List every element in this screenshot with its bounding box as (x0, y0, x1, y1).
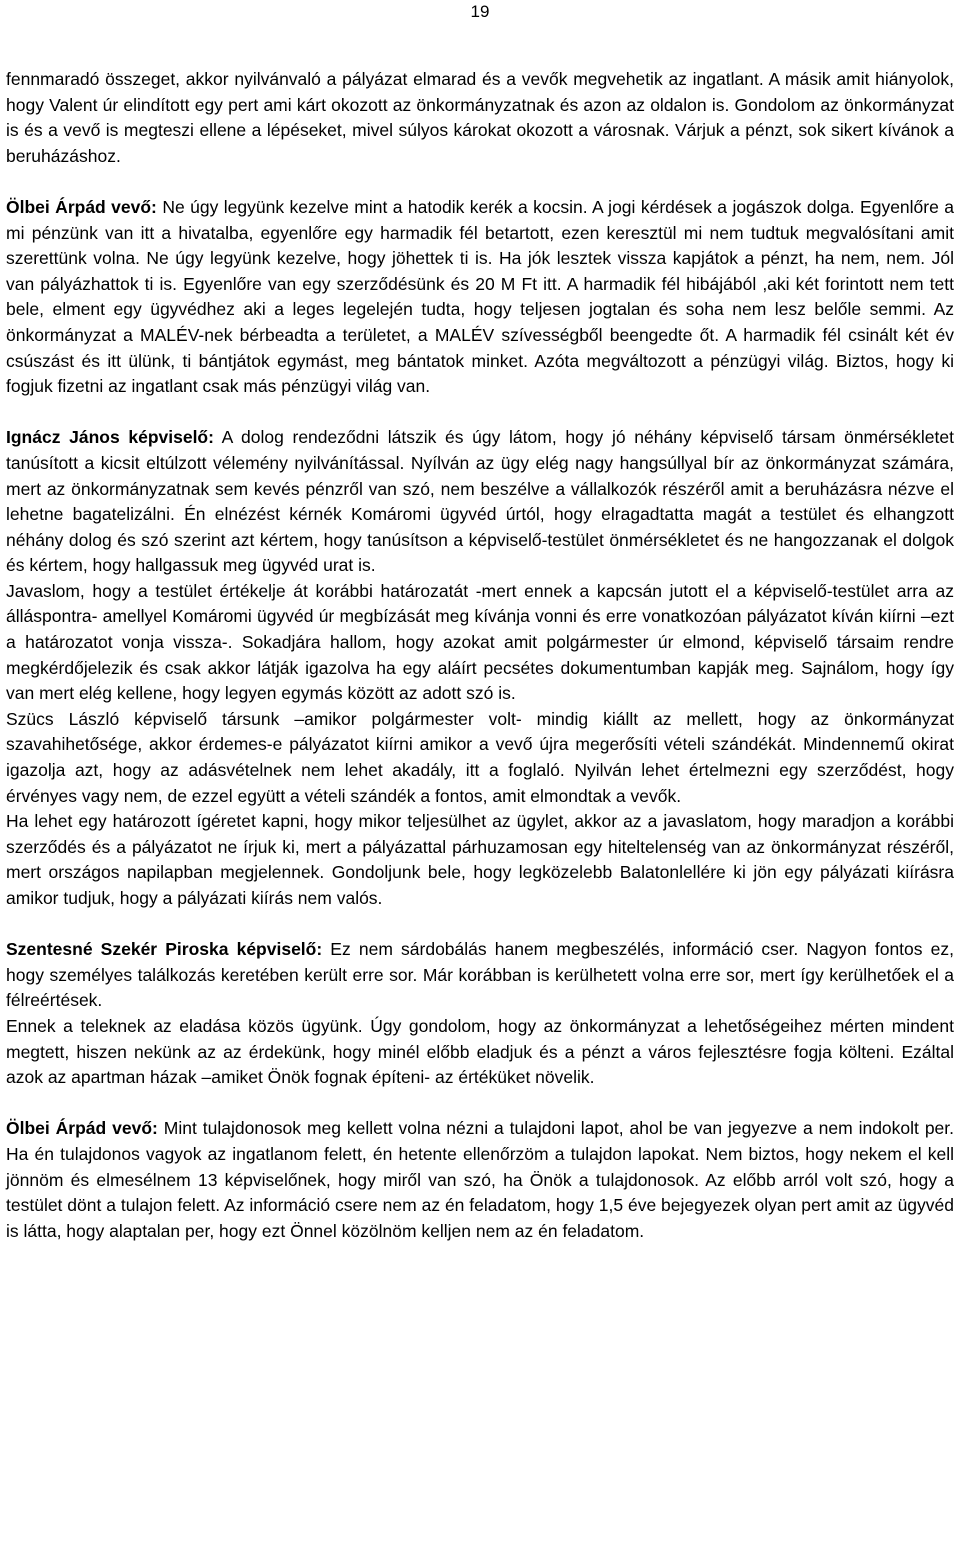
paragraph-szentesne (6, 937, 954, 1014)
speech-text: Mint tulajdonosok meg kellett volna nézni a tulajdoni lapot, ahol be van jegyezve a nem indokolt per. Ha én tulajdonos vagyok az ingatlanom felett, én hetente ellenőrzöm a tulajdon lapokat. Nem biztos, hogy nekem el kell jönnöm és elmesélnem 13 képviselőnek, hogy miről van szó, ha Önök a tulajdonosok. Az előbb arról volt szó, hogy a testület dönt a tulajon felett. Az információ csere nem az én feladatom, hogy 1,5 éve bejegyezek olyan pert amit az ügyvéd is látta, hogy alaptalan per, hogy ezt Önnel közölnöm kelljen nem az én feladatom. (6, 1118, 955, 1241)
speaker-name: Ölbei Árpád vevő: (6, 196, 157, 217)
paragraph-ignacz (6, 425, 954, 579)
paragraph-gap (6, 400, 954, 426)
paragraph-ignacz-cont-2: Szücs László képviselő társunk –amikor polgármester volt- mindig kiállt az mellett, hogy az önkormányzat szavahihetősége, akkor érdemes-e pályázatot kiírni amikor a vevő újra megerősíti vételi szándékát. Mindennemű okirat igazolja azt, hogy az adásvételnek nem lehet akadály, itt a foglaló. Nyilván lehet értelmezni egy szerződést, hogy érvényes vagy nem, de ezzel együtt a vételi szándék a fontos, amit elmondtak a vevők. (6, 708, 954, 806)
paragraph-gap (6, 1091, 954, 1117)
paragraph-intro: fennmaradó összeget, akkor nyilvánvaló a pályázat elmarad és a vevők megvehetik az ingatlant. A másik amit hiányolok, hogy Valent úr elindított egy pert ami kárt okozott az önkormányzatnak és azon az oldalon is. Gondolom az önkormányzat is és a vevő is megteszi ellene a lépéseket, mivel súlyos károkat okozott a városnak. Várjuk a pénzt, sok sikert kívánok a beruházáshoz. (6, 69, 954, 166)
document-body (6, 67, 954, 1244)
speaker-name: Ölbei Árpád vevő: (6, 1118, 158, 1139)
page-number: 19 (470, 2, 490, 21)
speaker-name: Ignácz János képviselő: (6, 427, 214, 448)
speaker-name: Szentesné Szekér Piroska képviselő: (6, 939, 323, 960)
speech-text: Ne úgy legyünk kezelve mint a hatodik kerék a kocsin. A jogi kérdések a jogászok dolga. Egyenlőre a mi pénzünk van itt a hivatalba, egyenlőre egy harmadik fél betartott, ezen keresztül mi nem tudtuk megvalósítani amit szerettünk volna. Ne úgy legyünk kezelve, hogy jöhettek ti is. Ha jók lesztek vissza kapjátok a pénzt, ha nem, nem. Jól van pályázhattok ti is. Egyenlőre van egy szerződésünk és 20 M Ft itt. A harmadik fél hibájából ,aki két forintott nem tett bele, elment egy ügyvédhez aki a leges legelején tudta, hogy teljesen jogtalan és soha nem lesz belőle semmi. Az önkormányzat a MALÉV-nek bérbeadta a területet, a MALÉV szívességből beengedte őt. A harmadik fél csinált két év csúszást és itt ülünk, ti bántjátok egymást, meg bántatok minket. Azóta megváltozott a pénzügyi világ. Biztos, hogy ki fogjuk fizetni az ingatlant csak más pénzügyi világ van. (6, 196, 954, 397)
paragraph-szentesne-cont-1: Ennek a teleknek az eladása közös ügyünk. Úgy gondolom, hogy az önkormányzat a lehetőségeihez mérten mindent megtett, hiszen nekünk az az érdekünk, hogy minél előbb eladjuk és a pénzt a város fejlesztésre fogja költeni. Ezáltal azok az apartman házak –amiket Önök fognak építeni- az értéküket növelik. (6, 1015, 954, 1088)
paragraph-gap (6, 169, 954, 195)
paragraph-olbei-1 (6, 195, 954, 400)
paragraph-gap (6, 912, 954, 938)
paragraph-ignacz-cont-1: Javaslom, hogy a testület értékelje át korábbi határozatát -mert ennek a kapcsán jutott el a képviselő-testület arra az álláspontra- amellyel Komáromi ügyvéd úr megbízását meg kívánja vonni és erre vonatkozóan pályázatot kíván kiírni –ezt a határozatot vonja vissza-. Sokadjára hallom, hogy azokat amit polgármester úr elmond, képviselő társaim rendre megkérdőjelezik és csak akkor látják igazolva ha egy aláírt pecsétes dokumentumban kapják meg. Sajnálom, hogy így van mert elég kellene, hogy legyen egymás között az adott szó is. (6, 580, 954, 704)
speech-text: A dolog rendeződni látszik és úgy látom, hogy jó néhány képviselő társam önmérsékletet tanúsított a kicsit eltúlzott vélemény nyilvánítással. Nyílván az ügy elég nagy hangsúllyal bír az önkormányzat számára, mert az önkormányzatnak sem kevés pénzről van szó, nem beszélve a vállalkozók részéről amit a beruházásra nézve el lehetne bagatelizálni. Én elnézést kérnék Komáromi ügyvéd úrtól, hogy elragadtatta magát a testület és elhangzott néhány dolog és szó szerint azt kértem, hogy tanúsítson a képviselő-testület önmérsékletet és ne hangozzanak el dolgok és kértem, hogy hallgassuk meg ügyvéd urat is. (6, 427, 954, 576)
paragraph-olbei-2 (6, 1116, 954, 1244)
paragraph-ignacz-cont-3: Ha lehet egy határozott ígéretet kapni, hogy mikor teljesülhet az ügylet, akkor az a javaslatom, hogy maradjon a korábbi szerződés és a pályázatot ne írjuk ki, mert a pályázattal párhuzamosan egy hiteltelenség van az önkormányzat részéről, mert országos napilapban megjelennek. Gondoljunk bele, hogy legközelebb Balatonlellére ki jön egy pályázati kiírásra amikor tudjuk, hogy a pályázati kiírás nem valós. (6, 811, 954, 908)
speech-text: Ez nem sárdobálás hanem megbeszélés, információ cser. Nagyon fontos ez, hogy személyes találkozás keretében került erre sor. Már korábban is kerülhetett volna erre sor, mert így kerülhetőek el a félreértések. (6, 939, 954, 1011)
